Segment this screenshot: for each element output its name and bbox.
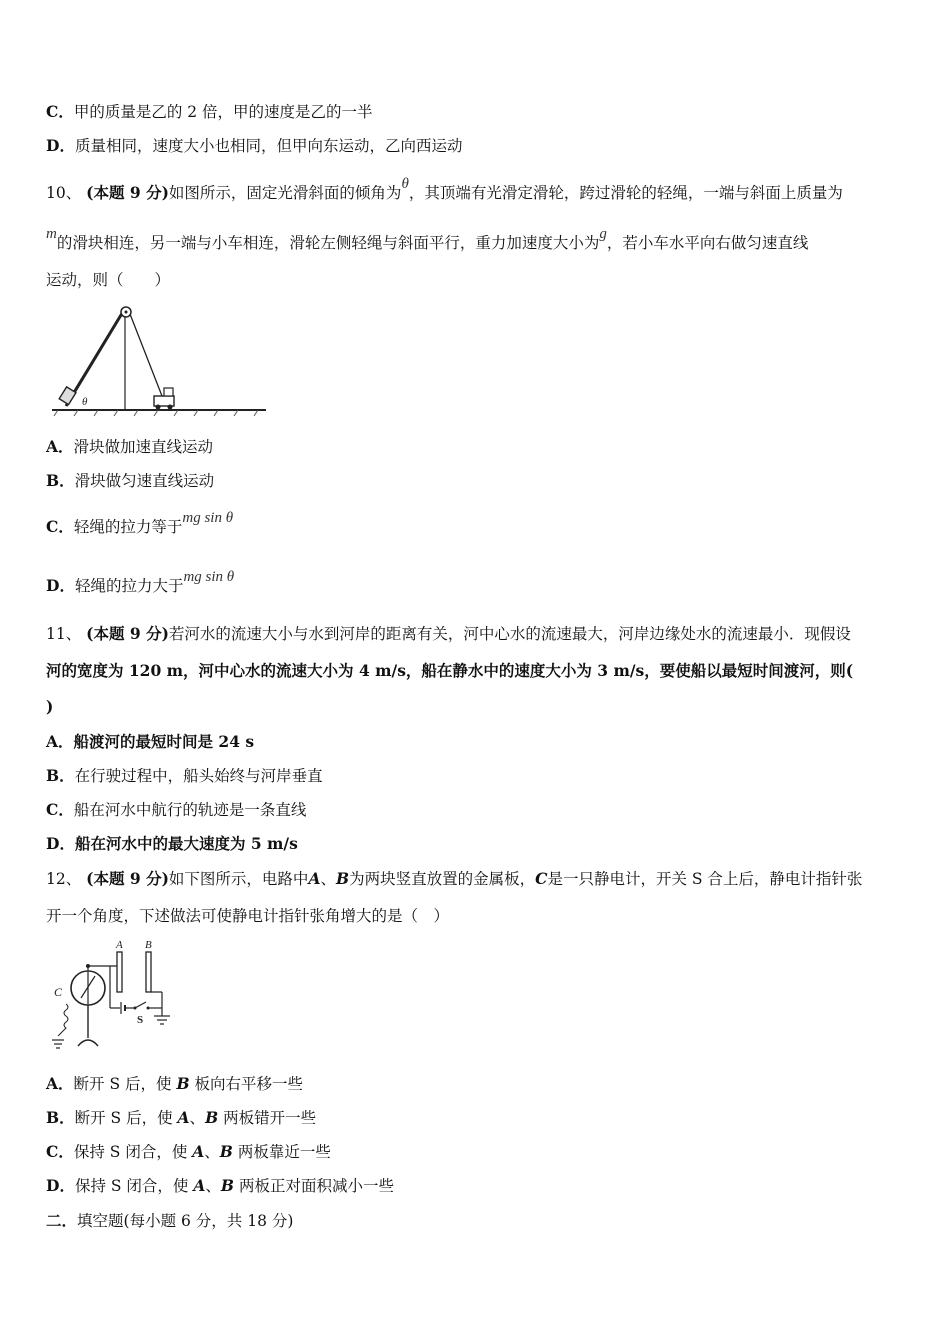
plate-label-b: B xyxy=(145,939,152,951)
option-text: 、 xyxy=(205,1177,221,1195)
section-2-heading xyxy=(46,1211,293,1231)
option-text: 板向右平移一些 xyxy=(189,1075,303,1093)
option-text: 、 xyxy=(189,1109,206,1127)
q12-option-c xyxy=(46,1142,331,1162)
option-text: 滑块做加速直线运动 xyxy=(73,438,214,456)
q11-option-d xyxy=(46,834,298,854)
question-text: 为两块竖直放置的金属板， xyxy=(349,870,536,888)
switch-label: S xyxy=(137,1014,144,1026)
section-text: 填空题(每小题 6 分，共 18 分) xyxy=(77,1212,294,1230)
option-label: A． xyxy=(46,437,74,456)
electrometer-circuit-figure xyxy=(44,936,184,1056)
option-var: A xyxy=(192,1142,205,1161)
question-number: 12、 xyxy=(46,870,82,888)
option-label: D． xyxy=(46,576,75,595)
option-label: D． xyxy=(46,136,75,155)
q12-line-1 xyxy=(46,869,862,889)
option-label: A． xyxy=(46,732,74,751)
option-var: B xyxy=(205,1108,219,1127)
option-text: 保持 S 闭合，使 xyxy=(73,1143,193,1161)
q11-option-b xyxy=(46,766,323,786)
option-text: 断开 S 后，使 xyxy=(73,1075,177,1093)
q10-line-2 xyxy=(46,226,809,254)
option-text: 、 xyxy=(204,1143,220,1161)
question-text: 河的宽度为 120 m，河中心水的流速大小为 4 m/s，船在静水中的速度大小为 3 m/s，要使船以最短时间渡河，则( xyxy=(46,661,854,680)
rope-to-cart xyxy=(130,314,162,396)
q11-line-3 xyxy=(46,697,53,717)
q11-line-2 xyxy=(46,661,853,681)
electrometer-label: C xyxy=(54,985,63,999)
q10-option-b xyxy=(46,471,214,491)
option-text: 船在河水中航行的轨迹是一条直线 xyxy=(73,801,307,819)
question-text: 是一只静电计，开关 S 合上后，静电计指针张 xyxy=(547,870,863,888)
q10-line-1 xyxy=(46,176,843,204)
option-label: A． xyxy=(46,1074,74,1093)
question-number: 10、 xyxy=(46,184,82,202)
option-label: C． xyxy=(46,102,74,121)
q11-option-c xyxy=(46,800,306,820)
option-text: 断开 S 后，使 xyxy=(74,1109,178,1127)
question-tag: (本题 9 分) xyxy=(86,869,169,888)
incline-pulley-figure xyxy=(48,302,270,420)
question-text: ，若小车水平向右做匀速直线 xyxy=(606,234,809,252)
option-text: 甲的质量是乙的 2 倍，甲的速度是乙的一半 xyxy=(73,103,373,121)
question-text: 开一个角度，下述做法可使静电计指针张角增大的是（ ） xyxy=(46,907,450,925)
q12-line-2 xyxy=(46,906,449,926)
q10-option-d xyxy=(46,569,235,597)
q9-option-d xyxy=(46,136,462,156)
option-label: B． xyxy=(46,1108,75,1127)
formula: mg sin θ xyxy=(183,569,235,585)
option-text: 轻绳的拉力等于 xyxy=(73,518,183,536)
option-label: C． xyxy=(46,1142,74,1161)
option-text: 保持 S 闭合，使 xyxy=(74,1177,194,1195)
q12-option-d xyxy=(46,1176,394,1196)
option-var: A xyxy=(193,1176,206,1195)
option-text: 在行驶过程中，船头始终与河岸垂直 xyxy=(74,767,323,785)
cart xyxy=(154,388,174,410)
q11-line-1 xyxy=(46,624,851,644)
q10-option-c xyxy=(46,510,234,538)
angle-label: θ xyxy=(82,396,88,408)
option-var: B xyxy=(220,1176,235,1195)
question-text: 如下图所示，电路中 xyxy=(168,870,309,888)
option-label: C． xyxy=(46,800,74,819)
theta-symbol: θ xyxy=(401,176,409,192)
option-text: 两板正对面积减小一些 xyxy=(234,1177,394,1195)
q12-option-a xyxy=(46,1074,303,1094)
question-text: 运动，则（ ） xyxy=(46,271,171,289)
question-tag: (本题 9 分) xyxy=(86,183,169,202)
question-text: ) xyxy=(46,697,54,716)
ground-wire xyxy=(58,1004,68,1036)
formula: mg sin θ xyxy=(182,510,234,526)
option-var: B xyxy=(176,1074,190,1093)
option-var: B xyxy=(219,1142,233,1161)
switch-blade xyxy=(135,1002,146,1008)
option-label: B． xyxy=(46,471,75,490)
question-text: 的滑块相连，另一端与小车相连，滑轮左侧轻绳与斜面平行，重力加速度大小为 xyxy=(56,234,600,252)
plate-b: B xyxy=(335,869,350,888)
q10-option-a xyxy=(46,437,213,457)
q9-option-c xyxy=(46,102,373,122)
option-text: 轻绳的拉力大于 xyxy=(74,577,184,595)
question-number: 11、 xyxy=(46,625,82,643)
option-text: 船渡河的最短时间是 24 s xyxy=(73,732,255,751)
plate-label-a: A xyxy=(116,939,123,951)
sliding-block xyxy=(59,387,76,405)
question-text: 如图所示，固定光滑斜面的倾角为 xyxy=(168,184,402,202)
g-symbol: g xyxy=(599,226,607,242)
q11-option-a xyxy=(46,732,254,752)
m-symbol: m xyxy=(46,226,57,242)
q10-line-3 xyxy=(46,270,170,290)
q12-option-b xyxy=(46,1108,316,1128)
option-label: C． xyxy=(46,517,74,536)
option-text: 滑块做匀速直线运动 xyxy=(74,472,215,490)
question-text: ，其顶端有光滑定滑轮，跨过滑轮的轻绳，一端与斜面上质量为 xyxy=(408,184,843,202)
electrometer-c: C xyxy=(535,869,548,888)
rope-to-block xyxy=(72,314,121,394)
option-label: D． xyxy=(46,1176,75,1195)
option-var: A xyxy=(177,1108,190,1127)
option-label: D． xyxy=(46,834,75,853)
question-tag: (本题 9 分) xyxy=(86,624,169,643)
question-text: 若河水的流速大小与水到河岸的距离有关，河中心水的流速最大，河岸边缘处水的流速最小．现假设 xyxy=(168,625,851,643)
option-text: 质量相同，速度大小也相同，但甲向东运动，乙向西运动 xyxy=(74,137,463,155)
option-text: 两板靠近一些 xyxy=(232,1143,331,1161)
plate-a: A xyxy=(308,869,321,888)
option-text: 船在河水中的最大速度为 5 m/s xyxy=(74,834,298,853)
option-label: B． xyxy=(46,766,75,785)
plate-a-shape xyxy=(117,952,122,992)
option-text: 两板错开一些 xyxy=(218,1109,317,1127)
separator: 、 xyxy=(320,870,336,888)
section-label: 二． xyxy=(46,1211,78,1230)
plate-b-shape xyxy=(146,952,151,992)
